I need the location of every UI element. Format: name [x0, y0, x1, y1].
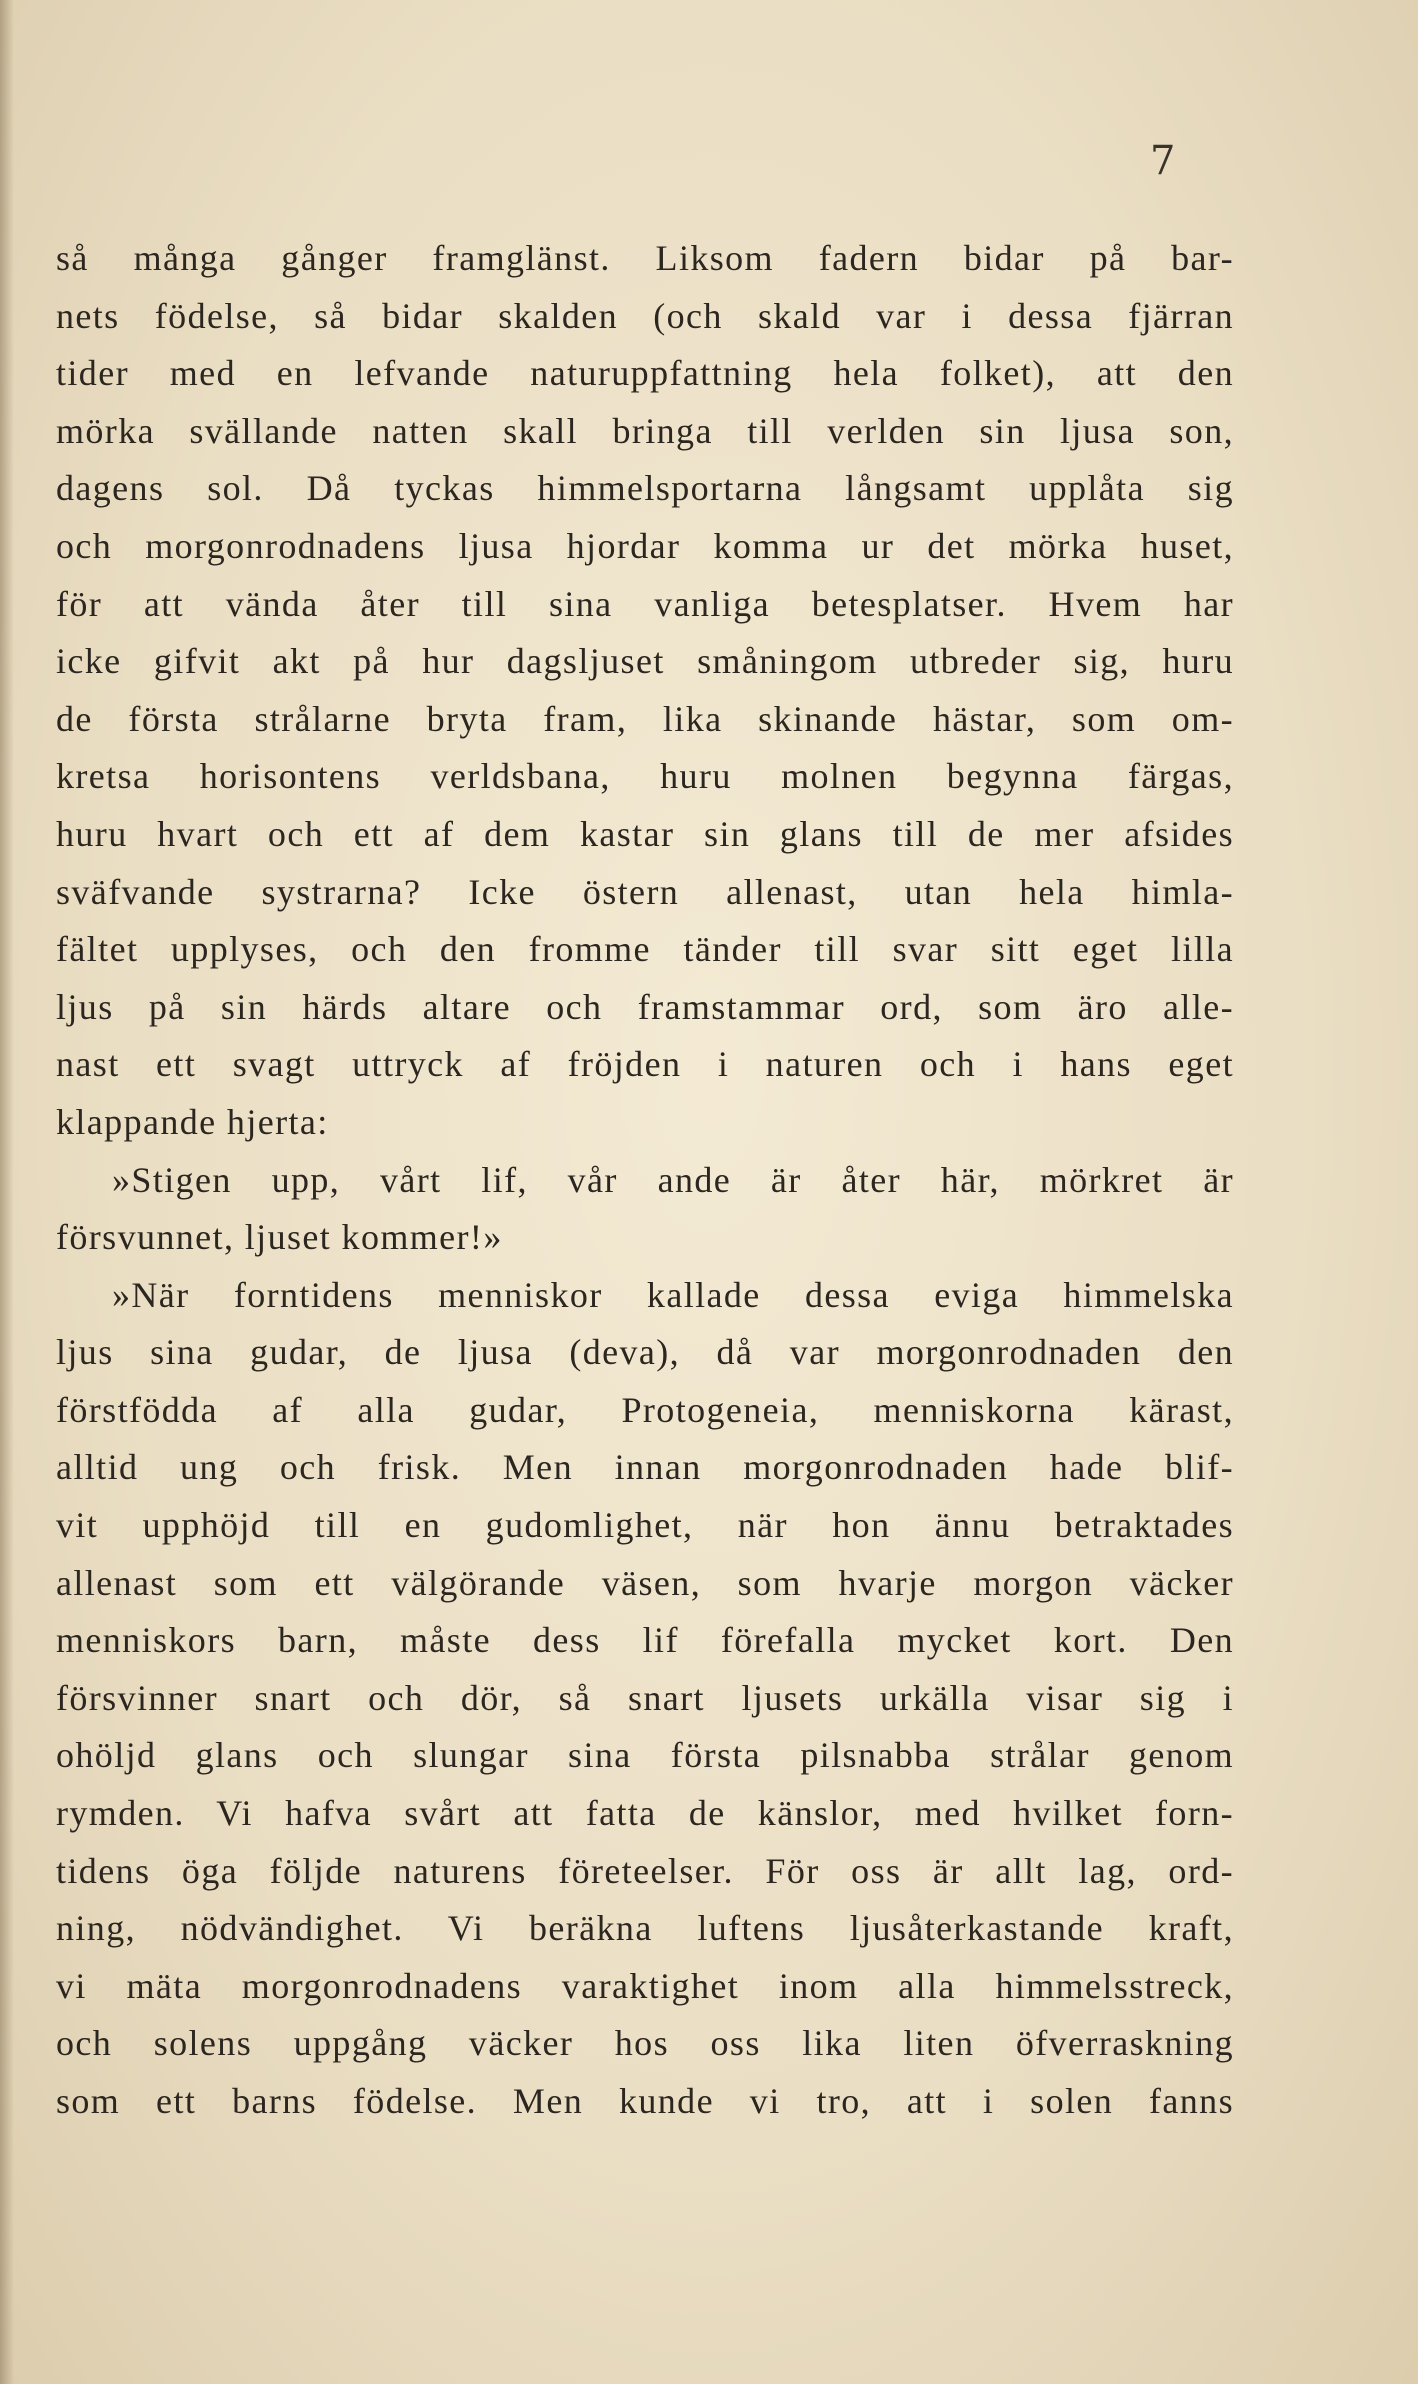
text-line: förstfödda af alla gudar, Protogeneia, menniskorna kärast, — [56, 1389, 1234, 1430]
text-line: som ett barns födelse. Men kunde vi tro, att i solen fanns — [56, 2081, 1234, 2121]
text-line: tidens öga följde naturens företeelser. För oss är allt lag, ord- — [56, 1850, 1234, 1891]
text-line: menniskors barn, måste dess lif förefalla mycket kort. Den — [56, 1620, 1234, 1661]
text-line: icke gifvit akt på hur dagsljuset småningom utbreder sig, huru — [56, 641, 1234, 682]
body-text — [56, 230, 1234, 2131]
text-line: ohöljd glans och slungar sina första pilsnabba strålar genom — [56, 1735, 1234, 1776]
text-line: nets födelse, så bidar skalden (och skald var i dessa fjärran — [56, 295, 1234, 336]
text-line: ljus på sin härds altare och framstammar ord, som äro alle- — [56, 986, 1234, 1027]
text-line: alltid ung och frisk. Men innan morgonrodnaden hade blif- — [56, 1447, 1234, 1488]
text-line: ning, nödvändighet. Vi beräkna luftens ljusåterkastande kraft, — [56, 1908, 1234, 1949]
page-edge-shadow — [0, 0, 14, 2384]
text-line: kretsa horisontens verldsbana, huru molnen begynna färgas, — [56, 756, 1234, 797]
text-line: allenast som ett välgörande väsen, som hvarje morgon väcker — [56, 1562, 1234, 1603]
text-line: så många gånger framglänst. Liksom fadern bidar på bar- — [56, 238, 1234, 278]
text-line: och morgonrodnadens ljusa hjordar komma ur det mörka huset, — [56, 525, 1234, 566]
text-line: tider med en lefvande naturuppfattning hela folket), att den — [56, 353, 1234, 394]
text-line: de första strålarne bryta fram, lika skinande hästar, som om- — [56, 698, 1234, 739]
text-line: huru hvart och ett af dem kastar sin glans till de mer afsides — [56, 813, 1234, 854]
text-line: ljus sina gudar, de ljusa (deva), då var morgonrodnaden den — [56, 1332, 1234, 1373]
text-line: mörka svällande natten skall bringa till verlden sin ljusa son, — [56, 410, 1234, 451]
text-line: fältet upplyses, och den fromme tänder till svar sitt eget lilla — [56, 929, 1234, 970]
text-line: rymden. Vi hafva svårt att fatta de känslor, med hvilket forn- — [56, 1793, 1234, 1834]
page-number: 7 — [1150, 138, 1176, 184]
text-line: försvunnet, ljuset kommer!» — [56, 1217, 503, 1258]
text-line: vi mäta morgonrodnadens varaktighet inom alla himmelsstreck, — [56, 1965, 1234, 2006]
text-line: dagens sol. Då tyckas himmelsportarna långsamt upplåta sig — [56, 468, 1234, 509]
text-line: försvinner snart och dör, så snart ljusets urkälla visar sig i — [56, 1677, 1234, 1718]
text-line: nast ett svagt uttryck af fröjden i naturen och i hans eget — [56, 1044, 1234, 1085]
text-line: »När forntidens menniskor kallade dessa eviga himmelska — [112, 1274, 1234, 1315]
text-line: och solens uppgång väcker hos oss lika liten öfverraskning — [56, 2023, 1234, 2064]
text-line: klappande hjerta: — [56, 1101, 329, 1142]
text-line: vit upphöjd till en gudomlighet, när hon ännu betraktades — [56, 1505, 1234, 1546]
text-line: »Stigen upp, vårt lif, vår ande är åter här, mörkret är — [112, 1159, 1234, 1200]
text-line: sväfvande systrarna? Icke östern allenast, utan hela himla- — [56, 871, 1234, 912]
text-line: för att vända åter till sina vanliga betesplatser. Hvem har — [56, 583, 1234, 624]
